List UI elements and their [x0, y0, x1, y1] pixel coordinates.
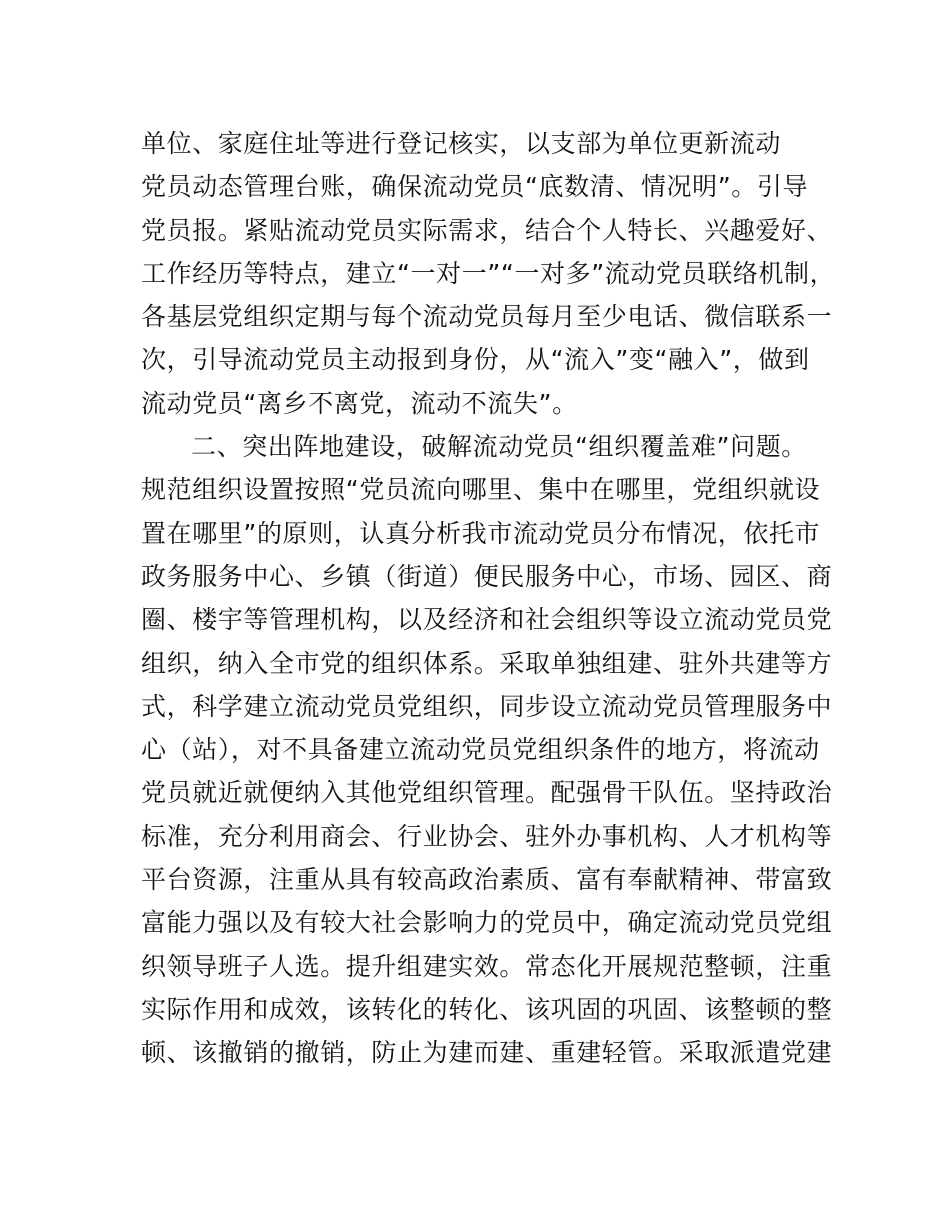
- section-heading-line: 二、突出阵地建设，破解流动党员“组织覆盖难”问题。: [191, 432, 807, 462]
- text-line: 式，科学建立流动党员党组织，同步设立流动党员管理服务中: [141, 691, 833, 721]
- text-line: 顿、该撤销的撤销，防止为建而建、重建轻管。采取派遣党建: [141, 1038, 833, 1068]
- text-line: 规范组织设置按照“党员流向哪里、集中在哪里，党组织就设: [141, 475, 821, 505]
- text-line: 党员就近就便纳入其他党组织管理。配强骨干队伍。坚持政治: [141, 778, 833, 808]
- text-line: 富能力强以及有较大社会影响力的党员中，确定流动党员党组: [141, 908, 833, 938]
- text-line: 流动党员“离乡不离党，流动不流失”。: [141, 388, 578, 418]
- text-line: 织领导班子人选。提升组建实效。常态化开展规范整顿，注重: [141, 951, 833, 981]
- text-line: 单位、家庭住址等进行登记核实，以支部为单位更新流动: [141, 129, 782, 158]
- text-line: 次，引导流动党员主动报到身份，从“流入”变“融入”，做到: [141, 345, 810, 375]
- body-text: [141, 122, 841, 1075]
- text-line: 各基层党组织定期与每个流动党员每月至少电话、微信联系一: [141, 302, 833, 332]
- text-line: 心（站），对不具备建立流动党员党组织条件的地方，将流动: [141, 735, 820, 765]
- text-line: 平台资源，注重从具有较高政治素质、富有奉献精神、带富致: [141, 865, 833, 895]
- text-line: 工作经历等特点，建立“一对一”“一对多”流动党员联络机制，: [141, 258, 836, 288]
- text-line: 组织，纳入全市党的组织体系。采取单独组建、驻外共建等方: [141, 648, 833, 678]
- text-line: 实际作用和成效，该转化的转化、该巩固的巩固、该整顿的整: [141, 994, 833, 1024]
- text-line: 政务服务中心、乡镇（街道）便民服务中心，市场、园区、商: [141, 561, 833, 591]
- text-line: 标准，充分利用商会、行业协会、驻外办事机构、人才机构等: [141, 821, 833, 851]
- text-line: 圈、楼宇等管理机构，以及经济和社会组织等设立流动党员党: [141, 605, 833, 635]
- text-line: 党员动态管理台账，确保流动党员“底数清、情况明”。引导: [141, 172, 809, 202]
- text-line: 置在哪里”的原则，认真分析我市流动党员分布情况，依托市: [141, 518, 821, 548]
- text-line: 党员报。紧贴流动党员实际需求，结合个人特长、兴趣爱好、: [141, 215, 833, 245]
